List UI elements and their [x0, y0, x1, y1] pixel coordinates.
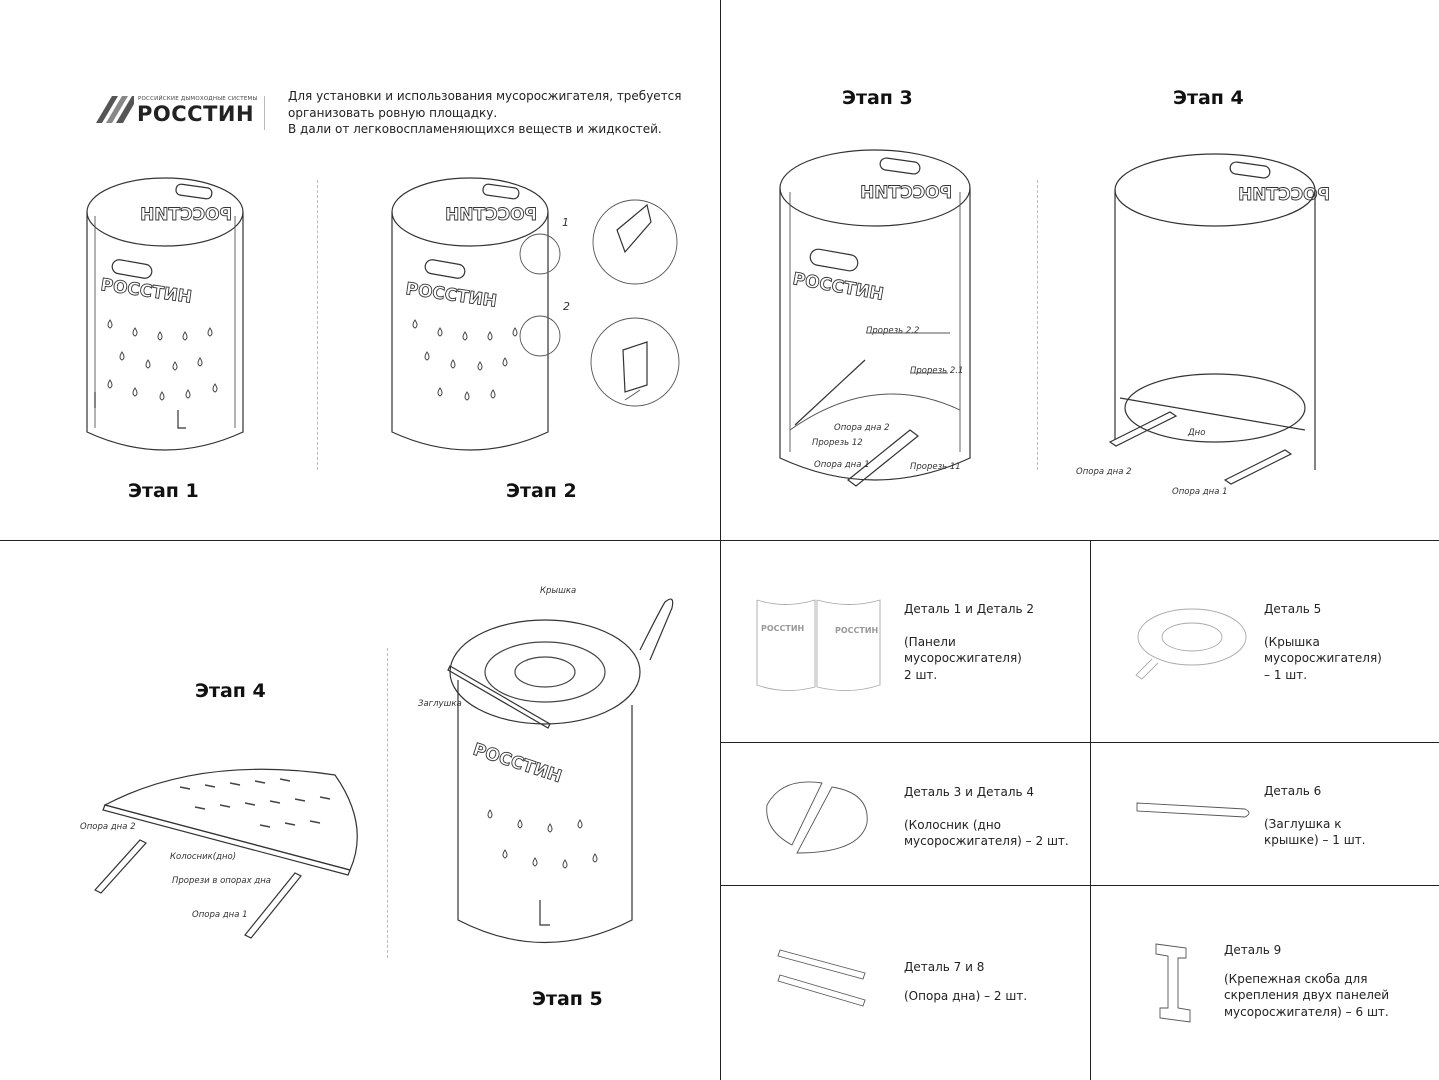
parts-grid-row2 — [720, 885, 1439, 886]
part-3-4-text — [904, 784, 1069, 850]
horizontal-divider — [0, 540, 1439, 541]
stage-2-title: Этап 2 — [506, 480, 577, 502]
part-6-image — [1135, 795, 1255, 825]
part-5-line-2: мусоросжигателя) — [1264, 651, 1382, 665]
part-6-line-1: (Заглушка к — [1264, 816, 1342, 831]
part-9-text — [1224, 942, 1389, 1020]
label-prorezi-opory: Прорези в опорах дна — [172, 876, 272, 886]
parts-grid-vertical — [1090, 540, 1091, 1080]
part-5-line-1: (Крышка — [1264, 634, 1320, 649]
part-9-line-2: скрепления двух панелей — [1224, 988, 1390, 1002]
part-1-2-line-3: 2 шт. — [904, 667, 938, 682]
stage-5-title: Этап 5 — [532, 988, 603, 1010]
stage-4-top-drawing — [1070, 150, 1330, 500]
label-bottom-opora-1: Опора дна 1 — [192, 910, 248, 920]
label-opora-dna-2: Опора дна 2 — [834, 423, 890, 433]
stage-2-drawing — [385, 170, 675, 470]
part-1-2-title: Деталь 1 и Деталь 2 — [904, 602, 1035, 616]
part-9-image — [1148, 938, 1198, 1028]
part-6-line-2: крышке) – 1 шт. — [1264, 833, 1366, 847]
label-prorez-22: Прорезь 2.2 — [866, 326, 920, 336]
label-kolosnik: Колосник(дно) — [170, 852, 237, 862]
part-7-8-text — [904, 959, 1027, 1004]
stage-1-brand: РОССТИН — [99, 275, 194, 308]
label-kryshka: Крышка — [540, 586, 577, 596]
stage-4-bottom-drawing — [80, 765, 370, 945]
label-prorez-21: Прорезь 2.1 — [910, 366, 964, 376]
label-zaglushka: Заглушка — [418, 699, 462, 709]
stage-4-title-top: Этап 4 — [1173, 87, 1244, 109]
stage-1-title: Этап 1 — [128, 480, 199, 502]
logo-subtitle: РОССИЙСКИЕ ДЫМОХОДНЫЕ СИСТЕМЫ — [138, 96, 258, 102]
stage-3-drawing — [770, 140, 990, 520]
part-1-2-text — [904, 601, 1034, 683]
logo-icon — [96, 96, 134, 124]
part-7-8-line-1: (Опора дна) – 2 шт. — [904, 988, 1028, 1003]
part-5-image — [1130, 605, 1250, 680]
stage-2-brand-mirrored: РОССТИН — [445, 205, 537, 225]
part-1-2-line-2: мусоросжигателя) — [904, 651, 1022, 665]
part-7-8-title: Деталь 7 и 8 — [904, 960, 985, 974]
separator-stage1-2 — [317, 180, 318, 470]
part-7-8-image — [775, 945, 875, 1015]
label-prorez-11: Прорезь 11 — [910, 462, 961, 472]
part-3-4-line-2: мусоросжигателя) – 2 шт. — [904, 834, 1069, 848]
part-1-2-line-1: (Панели — [904, 634, 956, 649]
part-3-4-image — [762, 775, 882, 855]
part-2-brand: РОССТИН — [835, 626, 879, 635]
separator-stage3-4 — [1037, 180, 1038, 470]
parts-grid-row1 — [720, 742, 1439, 743]
label-prorez-12: Прорезь 12 — [812, 438, 863, 448]
part-1-2-image — [755, 595, 890, 700]
stage-1-drawing — [80, 170, 260, 470]
intro-line-1: Для установки и использования мусоросжигателя, требуется — [288, 89, 682, 103]
label-stage4-opora-2: Опора дна 2 — [1076, 467, 1132, 477]
stage-5-brand: РОССТИН — [470, 739, 565, 788]
stage-1-brand-mirrored: РОССТИН — [140, 205, 232, 225]
separator-stage4-5 — [387, 648, 388, 958]
label-dno: Дно — [1188, 428, 1206, 438]
intro-text — [288, 88, 688, 138]
part-9-title: Деталь 9 — [1224, 943, 1282, 957]
part-5-text — [1264, 601, 1382, 683]
stage-3-brand-mirrored: РОССТИН — [860, 183, 952, 203]
intro-line-3: В дали от легковоспламеняющихся веществ и жидкостей. — [288, 122, 662, 136]
stage-4-title-bottom: Этап 4 — [195, 680, 266, 702]
logo-separator — [264, 96, 265, 130]
intro-line-2: организовать ровную площадку. — [288, 105, 498, 120]
label-opora-dna-1: Опора дна 1 — [814, 460, 870, 470]
label-bottom-opora-2: Опора дна 2 — [80, 822, 136, 832]
part-3-4-title: Деталь 3 и Деталь 4 — [904, 785, 1035, 799]
part-9-line-1: (Крепежная скоба для — [1224, 971, 1368, 986]
callout-2: 2 — [563, 300, 570, 313]
part-6-title: Деталь 6 — [1264, 784, 1322, 798]
callout-1: 1 — [562, 216, 569, 229]
stage-3-title: Этап 3 — [842, 87, 913, 109]
part-9-line-3: мусоросжигателя) – 6 шт. — [1224, 1004, 1389, 1019]
stage-4-brand-mirrored: РОССТИН — [1238, 185, 1330, 205]
part-5-line-3: – 1 шт. — [1264, 667, 1308, 682]
part-5-title: Деталь 5 — [1264, 602, 1322, 616]
logo-name: РОССТИН — [137, 102, 255, 126]
part-1-brand: РОССТИН — [761, 624, 805, 633]
stage-5-drawing — [410, 580, 685, 965]
stage-2-brand: РОССТИН — [404, 279, 499, 312]
part-3-4-line-1: (Колосник (дно — [904, 817, 1002, 832]
stage-3-brand: РОССТИН — [791, 269, 886, 305]
label-stage4-opora-1: Опора дна 1 — [1172, 487, 1228, 497]
part-6-text — [1264, 783, 1366, 849]
